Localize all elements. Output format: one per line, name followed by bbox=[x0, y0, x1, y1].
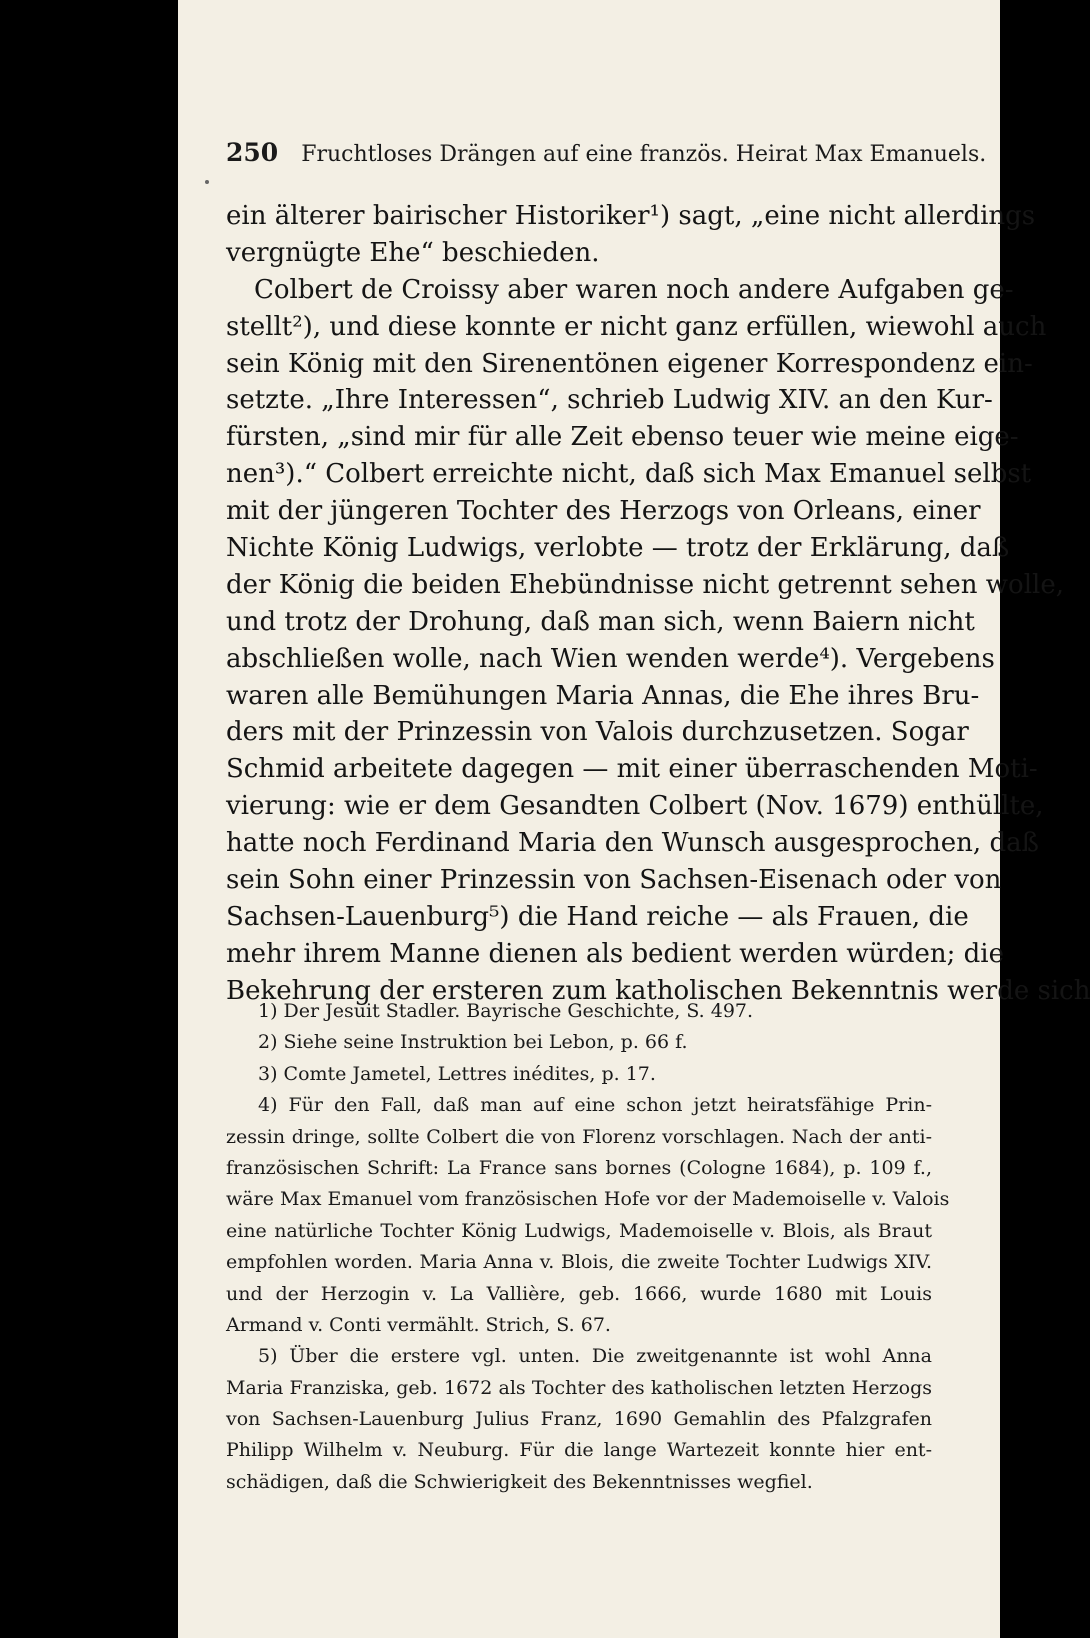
body-line: setzte. „Ihre Interessen“, schrieb Ludwig XIV. an den Kur- bbox=[226, 385, 993, 416]
footnote-line: empfohlen worden. Maria Anna v. Blois, die zweite Tochter Ludwigs XIV. bbox=[226, 1251, 932, 1274]
body-line: Sachsen-Lauenburg⁵) die Hand reiche — als Frauen, die bbox=[226, 901, 969, 932]
footnote-line: zessin dringe, sollte Colbert die von Florenz vorschlagen. Nach der anti- bbox=[226, 1125, 932, 1148]
footnote-line: schädigen, daß die Schwierigkeit des Bekenntnisses wegfiel. bbox=[226, 1470, 813, 1493]
body-line: sein König mit den Sirenentönen eigener Korrespondenz ein- bbox=[226, 348, 1033, 379]
body-line: waren alle Bemühungen Maria Annas, die Ehe ihres Bru- bbox=[226, 680, 980, 711]
footnote-line: 2) Siehe seine Instruktion bei Lebon, p. 66 f. bbox=[258, 1031, 688, 1054]
body-line: stellt²), und diese konnte er nicht ganz erfüllen, wiewohl auch bbox=[226, 311, 1047, 342]
main-text bbox=[226, 198, 1090, 1010]
footnote-line: 4) Für den Fall, daß man auf eine schon jetzt heiratsfähige Prin- bbox=[258, 1094, 932, 1117]
footnote-line: wäre Max Emanuel vom französischen Hofe vor der Mademoiselle v. Valois bbox=[226, 1188, 950, 1211]
running-header bbox=[226, 138, 987, 167]
body-line: hatte noch Ferdinand Maria den Wunsch ausgesprochen, daß bbox=[226, 828, 1039, 859]
body-line: Bekehrung der ersteren zum katholischen Bekenntnis werde sich bbox=[226, 975, 1090, 1006]
footnote-line: Armand v. Conti vermählt. Strich, S. 67. bbox=[226, 1313, 611, 1336]
body-line: mehr ihrem Manne dienen als bedient werden würden; die bbox=[226, 938, 1004, 969]
footnotes bbox=[226, 996, 950, 1498]
footnote-line: und der Herzogin v. La Vallière, geb. 1666, wurde 1680 mit Louis bbox=[226, 1282, 932, 1305]
footnote-line: von Sachsen-Lauenburg Julius Franz, 1690 Gemahlin des Pfalzgrafen bbox=[226, 1408, 932, 1431]
body-line: sein Sohn einer Prinzessin von Sachsen-Eisenach oder von bbox=[226, 865, 1002, 896]
page-number: 250 bbox=[226, 138, 279, 167]
body-line: Nichte König Ludwigs, verlobte — trotz der Erklärung, daß bbox=[226, 533, 1010, 564]
body-line: ein älterer bairischer Historiker¹) sagt, „eine nicht allerdings bbox=[226, 201, 1036, 231]
running-title: Fruchtloses Drängen auf eine französ. Heirat Max Emanuels. bbox=[301, 142, 987, 167]
footnote-line: Philipp Wilhelm v. Neuburg. Für die lange Wartezeit konnte hier ent- bbox=[226, 1439, 932, 1462]
footnote-line: eine natürliche Tochter König Ludwigs, Mademoiselle v. Blois, als Braut bbox=[226, 1219, 932, 1242]
footnote-line: 5) Über die erstere vgl. unten. Die zweitgenannte ist wohl Anna bbox=[258, 1345, 932, 1368]
body-line: vergnügte Ehe“ beschieden. bbox=[226, 237, 600, 268]
footnote-line: 3) Comte Jametel, Lettres inédites, p. 17. bbox=[258, 1062, 656, 1085]
body-line: nen³).“ Colbert erreichte nicht, daß sich Max Emanuel selbst bbox=[226, 459, 1032, 490]
footnote-line: Maria Franziska, geb. 1672 als Tochter des katholischen letzten Herzogs bbox=[226, 1376, 932, 1399]
body-line: der König die beiden Ehebündnisse nicht getrennt sehen wolle, bbox=[226, 569, 1064, 600]
body-line: Colbert de Croissy aber waren noch andere Aufgaben ge- bbox=[254, 274, 1014, 305]
body-line: und trotz der Drohung, daß man sich, wenn Baiern nicht bbox=[226, 606, 975, 637]
paper-speck bbox=[205, 180, 209, 184]
footnote-line: 1) Der Jesuit Stadler. Bayrische Geschichte, S. 497. bbox=[258, 1000, 754, 1022]
body-line: fürsten, „sind mir für alle Zeit ebenso teuer wie meine eige- bbox=[226, 422, 1019, 453]
body-line: vierung: wie er dem Gesandten Colbert (Nov. 1679) enthüllte, bbox=[226, 791, 1044, 822]
body-line: Schmid arbeitete dagegen — mit einer überraschenden Moti- bbox=[226, 754, 1038, 785]
body-line: abschließen wolle, nach Wien wenden werde⁴). Vergebens bbox=[226, 643, 995, 674]
body-line: ders mit der Prinzessin von Valois durchzusetzen. Sogar bbox=[226, 717, 969, 748]
body-line: mit der jüngeren Tochter des Herzogs von Orleans, einer bbox=[226, 496, 981, 527]
footnote-line: französischen Schrift: La France sans bornes (Cologne 1684), p. 109 f., bbox=[226, 1156, 932, 1179]
